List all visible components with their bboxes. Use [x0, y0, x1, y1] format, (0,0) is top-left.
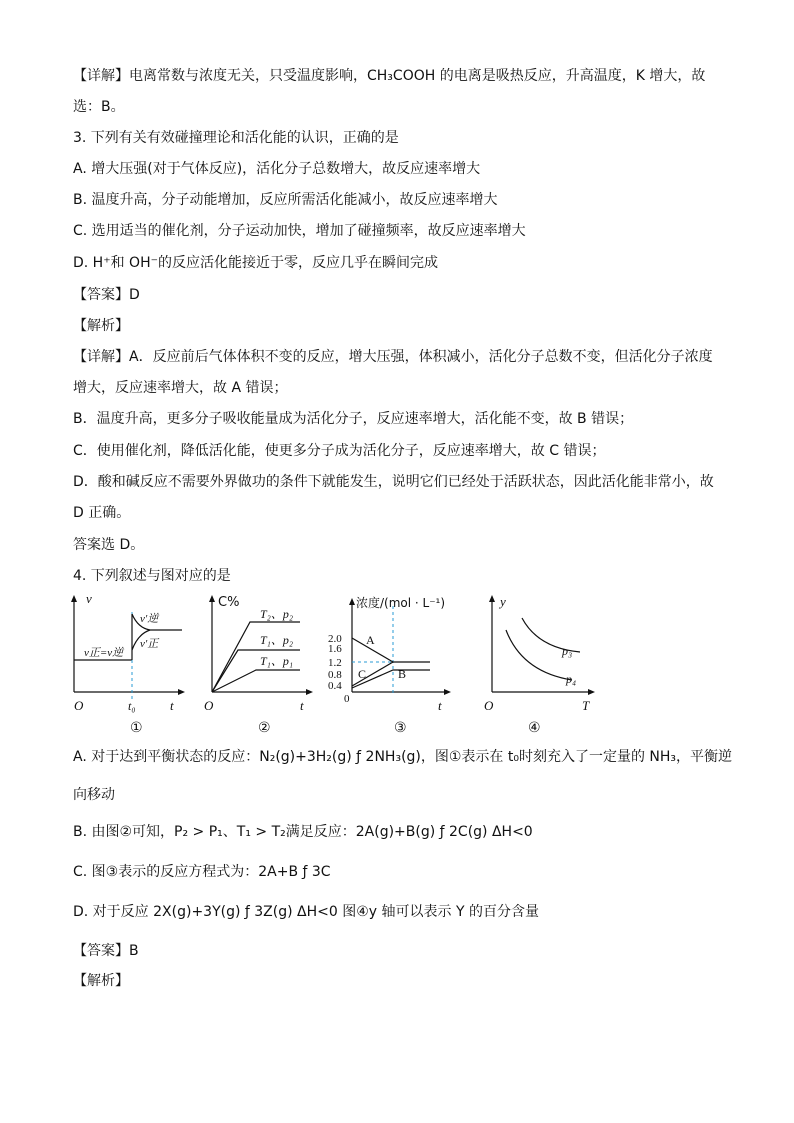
analysis-label: 【解析】 [73, 318, 129, 334]
x-axis-label: T [582, 698, 590, 713]
text-line: 【详解】A．反应前后气体体积不变的反应，增大压强，体积减小，活化分子总数不变，但活化分子浓度 [73, 349, 713, 365]
question-4-stem: 4. 下列叙述与图对应的是 [73, 568, 231, 584]
origin-label: 0 [344, 693, 350, 705]
option-a: A. 增大压强(对于气体反应)，活化分子总数增大，故反应速率增大 [73, 161, 481, 177]
option-b: B. 由图②可知，P₂ > P₁、T₁ > T₂满足反应：2A(g)+B(g) ƒ 2C(g) ΔH<0 [73, 824, 533, 840]
option-d: D. H⁺和 OH⁻的反应活化能接近于零，反应几乎在瞬间完成 [73, 255, 438, 271]
figure-number: ② [258, 720, 271, 736]
text-line: 向移动 [73, 787, 115, 803]
t0-label: t₀ [128, 699, 136, 713]
curve-label: p₃ [562, 644, 573, 658]
text-line: 【详解】电离常数与浓度无关，只受温度影响，CH₃COOH 的电离是吸热反应，升高温度，K 增大，故 [73, 68, 706, 84]
x-axis-label: t [170, 698, 174, 713]
y-axis-label: 浓度/(mol · L⁻¹) [356, 596, 446, 610]
y-axis-label: C% [218, 595, 240, 610]
figure-1 [71, 592, 185, 736]
y-tick-label: 2.0 [328, 633, 342, 645]
curve-label: T₁、p₁ [260, 654, 294, 668]
figure-number: ① [130, 720, 143, 736]
figure-number: ③ [394, 720, 407, 736]
v-rev-prime-label: v′逆 [140, 613, 159, 625]
figure-2 [204, 595, 313, 736]
text-line: D 正确。 [73, 505, 131, 521]
x-axis-label: t [438, 698, 442, 713]
y-axis-label: v [86, 592, 92, 606]
text-line: 答案选 D。 [73, 537, 145, 553]
question-4-figures [60, 592, 620, 742]
figure-3 [328, 595, 451, 736]
curve-label-c: C [358, 667, 367, 681]
option-d: D. 对于反应 2X(g)+3Y(g) ƒ 3Z(g) ΔH<0 图④y 轴可以表示 Y 的百分含量 [73, 904, 539, 920]
answer-label: 【答案】D [73, 287, 140, 303]
v-fwd-prime-label: v′正 [140, 638, 159, 650]
origin-label: O [74, 698, 84, 713]
analysis-label: 【解析】 [73, 973, 129, 989]
y-tick-label: 1.2 [328, 657, 342, 669]
y-tick-label: 0.8 [328, 669, 342, 681]
curve-label: T₁、p₂ [260, 633, 294, 647]
y-tick-label: 1.6 [328, 643, 342, 655]
curve-label-b: B [398, 667, 407, 681]
origin-label: O [204, 698, 214, 713]
text-line: D．酸和碱反应不需要外界做功的条件下就能发生，说明它们已经处于活跃状态，因此活化能非常小，故 [73, 474, 714, 490]
x-axis-label: t [300, 698, 304, 713]
text-line: 增大，反应速率增大，故 A 错误； [73, 380, 288, 396]
curve-label: T₂、p₂ [260, 607, 294, 621]
option-c: C. 选用适当的催化剂，分子运动加快，增加了碰撞频率，故反应速率增大 [73, 223, 526, 239]
curve-label-a: A [366, 633, 375, 647]
figure-number: ④ [528, 720, 541, 736]
text-line: B．温度升高，更多分子吸收能量成为活化分子，反应速率增大，活化能不变，故 B 错误； [73, 411, 634, 427]
origin-label: O [484, 698, 494, 713]
y-axis-label: y [500, 594, 506, 609]
v-eq-label: v正=v逆 [84, 647, 124, 659]
answer-label: 【答案】B [73, 943, 139, 959]
curve-label: p₄ [566, 672, 577, 686]
y-tick-label: 0.4 [328, 680, 342, 692]
option-a: A. 对于达到平衡状态的反应：N₂(g)+3H₂(g) ƒ 2NH₃(g)，图①表示在 t₀时刻充入了一定量的 NH₃，平衡逆 [73, 749, 733, 765]
figure-4 [484, 594, 595, 736]
option-c: C. 图③表示的反应方程式为：2A+B ƒ 3C [73, 864, 331, 880]
question-3-stem: 3. 下列有关有效碰撞理论和活化能的认识，正确的是 [73, 130, 399, 146]
text-line: C．使用催化剂，降低活化能，使更多分子成为活化分子，反应速率增大，故 C 错误； [73, 443, 606, 459]
option-b: B. 温度升高，分子动能增加，反应所需活化能减小，故反应速率增大 [73, 192, 498, 208]
text-line: 选：B。 [73, 99, 125, 115]
